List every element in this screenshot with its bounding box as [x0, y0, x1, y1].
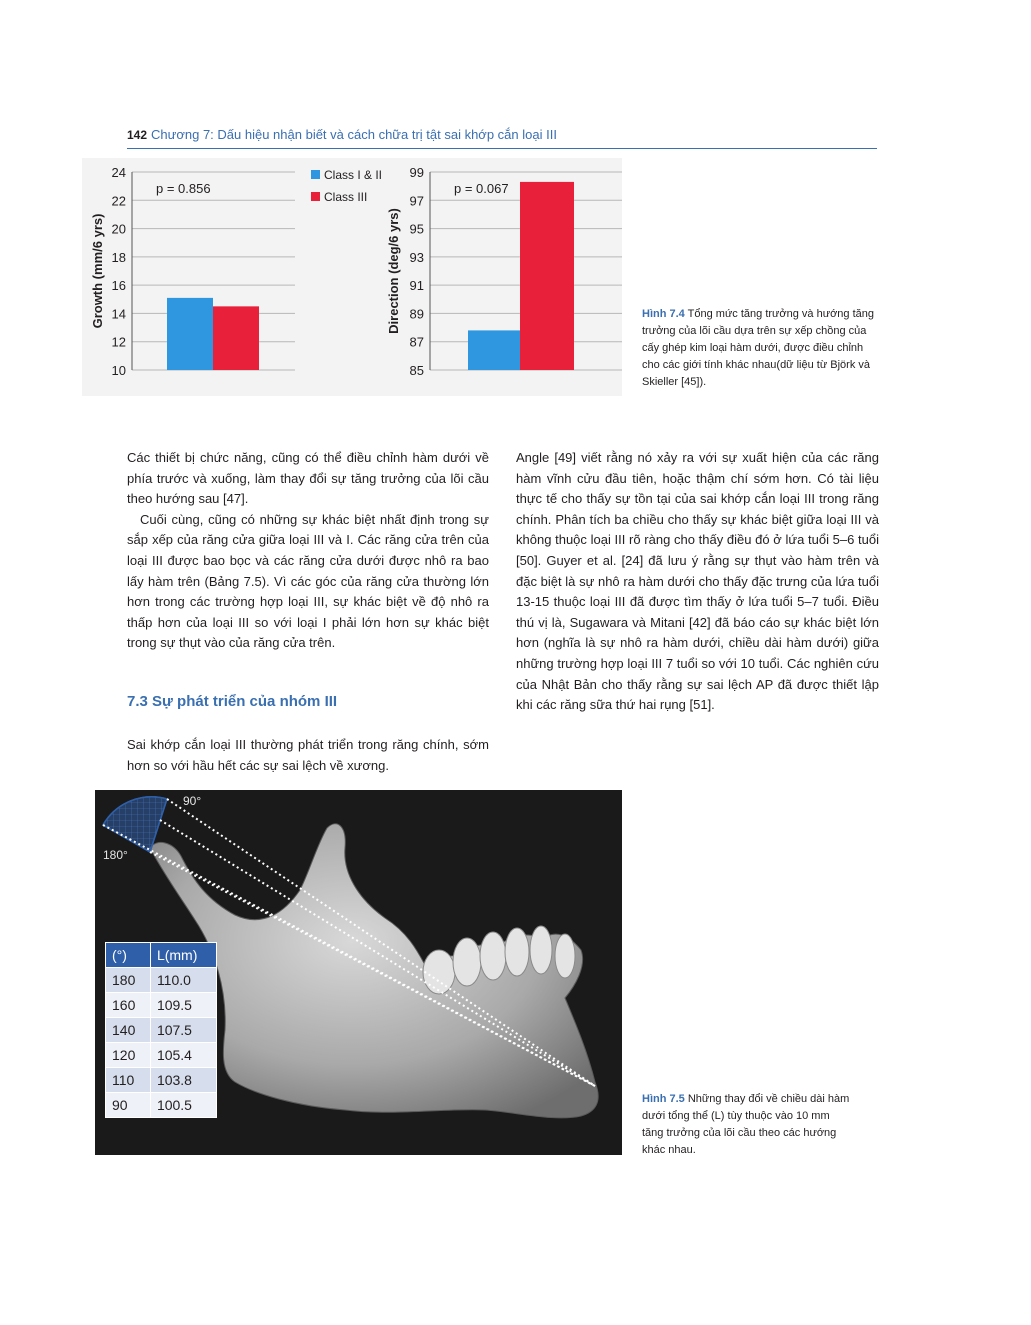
- table-row: [106, 1018, 217, 1043]
- y-tick-label: 93: [409, 249, 424, 265]
- table-row: [106, 968, 217, 993]
- table-row: [106, 1093, 217, 1118]
- table-cell: 180: [106, 968, 151, 993]
- y-tick-label: 12: [111, 334, 126, 350]
- y-tick-label: 18: [111, 249, 126, 265]
- table-header-cell: (°): [106, 943, 151, 968]
- table-header-row: [106, 943, 217, 968]
- caption-label: Hình 7.4: [642, 308, 685, 320]
- p-value-annotation: p = 0.856: [156, 181, 211, 196]
- table-cell: 109.5: [150, 993, 216, 1018]
- table-row: [106, 1043, 217, 1068]
- table-row: [106, 993, 217, 1018]
- caption-label: Hình 7.5: [642, 1093, 685, 1105]
- y-tick-label: 97: [409, 193, 424, 209]
- y-tick-label: 99: [409, 165, 424, 180]
- right-column: [516, 448, 879, 716]
- caption-text: Những thay đổi về chiều dài hàm dưới tổng thể (L) tùy thuộc vào 10 mm tăng trưởng của lõi cầu theo các hướng khác nhau.: [642, 1093, 850, 1156]
- growth-direction-chart: [82, 158, 622, 396]
- p-value-annotation: p = 0.067: [454, 181, 509, 196]
- left-column-top: [127, 448, 489, 654]
- y-axis-label: Direction (deg/6 yrs): [386, 208, 401, 334]
- y-tick-label: 16: [111, 278, 126, 294]
- y-tick-label: 87: [409, 334, 424, 350]
- chapter-title: Chương 7: Dấu hiệu nhận biết và cách chữa trị tật sai khớp cắn loại III: [151, 127, 557, 142]
- running-header: [127, 126, 877, 149]
- table-header-cell: L(mm): [150, 943, 216, 968]
- left-column-bottom: [127, 735, 489, 776]
- bar-class-i-ii: [468, 330, 522, 370]
- caption-text: Tổng mức tăng trưởng và hướng tăng trưởng của lõi cầu dựa trên sự xếp chồng của cấy ghép kim loại hàm dưới, được điều chỉnh cho các giới tính khác nhau(dữ liệu từ Björk và Skieller [45]).: [642, 308, 874, 388]
- paragraph: Sai khớp cắn loại III thường phát triển trong răng chính, sớm hơn so với hầu hết các sự sai lệch về xương.: [127, 737, 489, 773]
- table-cell: 100.5: [150, 1093, 216, 1118]
- figure-7-5: [95, 790, 622, 1155]
- y-tick-label: 14: [111, 306, 126, 322]
- y-tick-label: 10: [111, 363, 126, 378]
- table-cell: 120: [106, 1043, 151, 1068]
- legend-swatch: [311, 170, 320, 179]
- table-cell: 140: [106, 1018, 151, 1043]
- table-cell: 160: [106, 993, 151, 1018]
- figure-7-4-caption: [642, 306, 882, 391]
- table-cell: 103.8: [150, 1068, 216, 1093]
- table-cell: 107.5: [150, 1018, 216, 1043]
- growth-length-table: [105, 942, 217, 1118]
- y-tick-label: 91: [409, 278, 424, 294]
- legend-label: Class I & II: [324, 168, 383, 182]
- legend-label: Class III: [324, 190, 368, 204]
- mandible-bone: [150, 824, 598, 1118]
- y-tick-label: 22: [111, 193, 126, 209]
- figure-7-5-caption: [642, 1091, 852, 1159]
- table-row: [106, 1068, 217, 1093]
- paragraph: Cuối cùng, cũng có những sự khác biệt nhất định trong sự sắp xếp của răng cửa giữa loại III và I. Các răng cửa trên của loại III được bao bọc và các răng cửa dưới được nhô ra bao lấy hàm trên (Bảng 7.5). Vì các góc của răng cửa thường lớn hơn trong các trường hợp loại III, sự khác biệt về độ nhô ra thấp hơn của loại III so với loại I phải lớn hơn sự khác biệt trong sự thụt vào của răng cửa trên.: [127, 511, 489, 651]
- figure-7-4: [82, 158, 622, 396]
- legend-swatch: [311, 192, 320, 201]
- section-heading: 7.3 Sự phát triển của nhóm III: [127, 693, 338, 710]
- table-cell: 90: [106, 1093, 151, 1118]
- y-tick-label: 89: [409, 306, 424, 322]
- y-axis-label: Growth (mm/6 yrs): [90, 213, 105, 329]
- angle-label-180: 180°: [103, 848, 128, 862]
- table-cell: 110.0: [150, 968, 216, 993]
- bar-class-i-ii: [167, 298, 213, 370]
- page-number: 142: [127, 128, 148, 142]
- y-tick-label: 85: [409, 363, 424, 378]
- bar-class-iii: [213, 306, 259, 370]
- y-tick-label: 95: [409, 221, 424, 237]
- bar-class-iii: [520, 182, 574, 370]
- table-cell: 110: [106, 1068, 151, 1093]
- paragraph: Angle [49] viết rằng nó xảy ra với sự xuất hiện của các răng hàm vĩnh cửu đầu tiên, hoặc thậm chí sớm hơn. Có tài liệu thực tế cho thấy sự tồn tại của sai khớp cắn loại III trong răng chính. Phân tích ba chiều cho thấy sự khác biệt giữa loại III và không thuộc loại III rõ ràng cho thấy điều đó ở lứa tuổi 5–6 tuổi [50]. Guyer et al. [24] đã lưu ý rằng sự thụt vào hàm trên và đặc biệt là sự nhô ra hàm dưới cho thấy đặc trưng của lứa tuổi 13-15 thuộc loại III đã được tìm thấy ở lứa tuổi 5–7 tuổi. Điều thú vị là, Sugawara và Mitani [42] đã báo cáo sự khác biệt lớn hơn (nghĩa là sự nhô ra hàm dưới, chiều dài hàm dưới) giữa những trường hợp loại III 7 tuổi so với 10 tuổi. Các nghiên cứu của Nhật Bản cho thấy rằng sự sai lệch AP đã được thiết lập khi các răng sữa thứ hai rụng [51].: [516, 450, 879, 713]
- paragraph: Các thiết bị chức năng, cũng có thể điều chỉnh hàm dưới về phía trước và xuống, làm thay đổi sự tăng trưởng của lõi cầu theo hướng sau [47].: [127, 450, 489, 507]
- table-cell: 105.4: [150, 1043, 216, 1068]
- angle-label-90: 90°: [183, 794, 202, 808]
- y-tick-label: 24: [111, 165, 126, 180]
- y-tick-label: 20: [111, 221, 126, 237]
